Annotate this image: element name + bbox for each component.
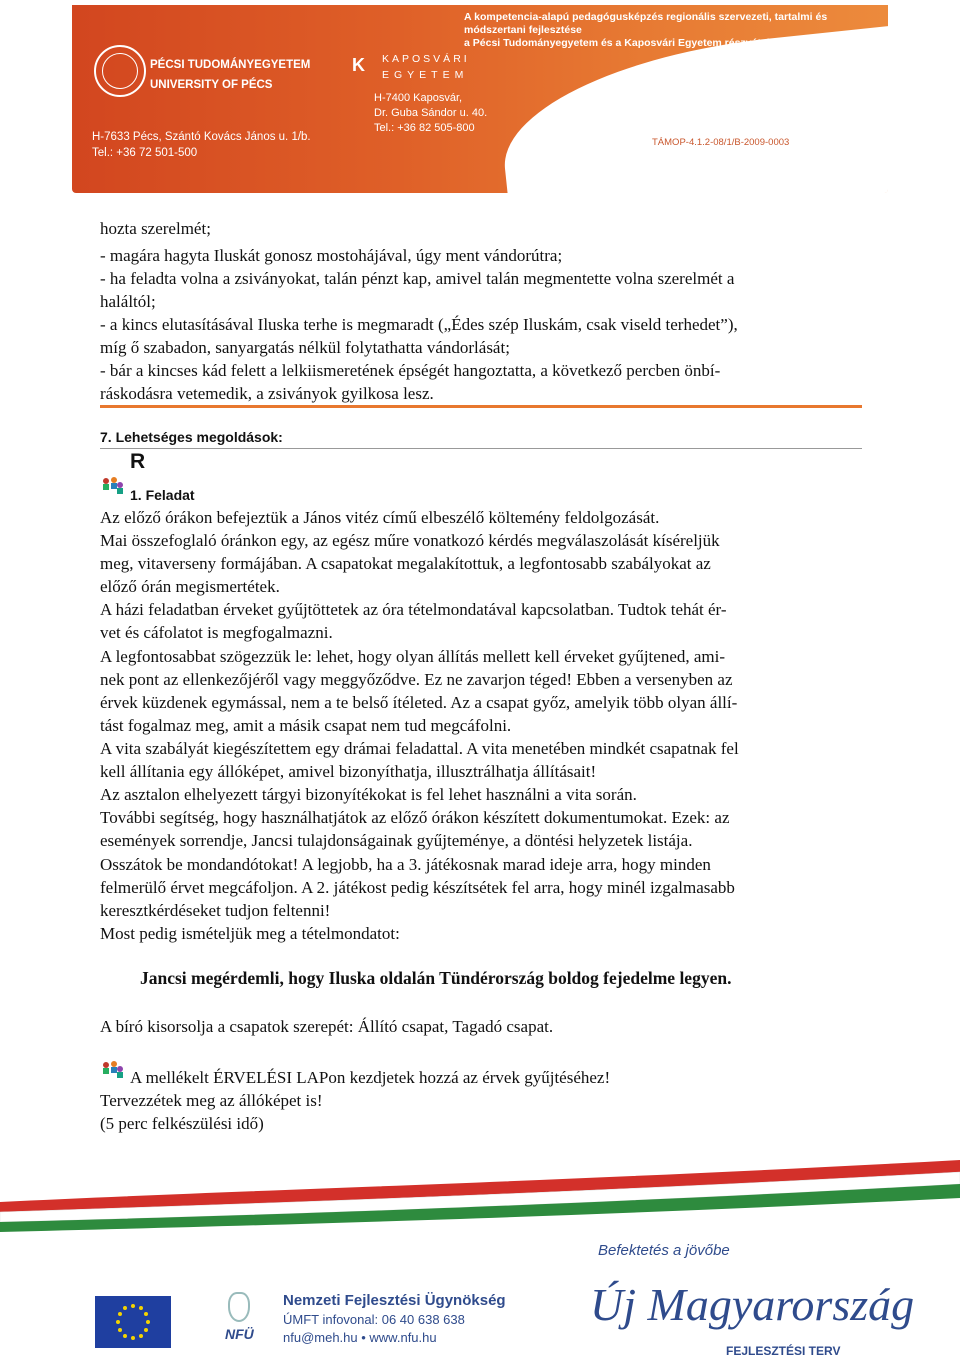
text-line: hozta szerelmét; (100, 219, 211, 238)
text-line: - bár a kincses kád felett a lelkiismeretének épségét hangoztatta, a következő percben önbí- (100, 361, 721, 380)
text-line: haláltól; (100, 292, 156, 311)
text-line: keresztkérdéseket tudjon feltenni! (100, 901, 331, 920)
task-heading: 1. Feladat (130, 487, 195, 503)
pte-address-line: H-7633 Pécs, Szántó Kovács János u. 1/b. (92, 131, 311, 143)
ke-address-line: H-7400 Kaposvár, (374, 92, 463, 104)
tamop-code: TÁMOP-4.1.2-08/1/B-2009-0003 (652, 137, 790, 148)
fejlesztesi-terv: FEJLESZTÉSI TERV (726, 1344, 841, 1358)
group-work-icon (100, 476, 126, 498)
pte-name: PÉCSI TUDOMÁNYEGYETEM (150, 59, 311, 71)
text-line: tást fogalmaz meg, amit a másik csapat nem tud megcáfolni. (100, 716, 512, 735)
ke-phone: Tel.: +36 82 505-800 (374, 122, 475, 134)
pte-phone: Tel.: +36 72 501-500 (92, 147, 198, 159)
text-line: A vita szabályát kiegészítettem egy drámai feladattal. A vita menetében mindkét csapatnak fel (100, 739, 739, 758)
text-line: - ha feladta volna a zsiványokat, talán pénzt kap, amivel talán megmentette volna szerelmét a (100, 269, 735, 288)
pte-address (92, 129, 311, 161)
project-title (464, 11, 888, 50)
section-heading: 7. Lehetséges megoldások: (100, 429, 283, 445)
flag-ribbon-icon (0, 1150, 960, 1240)
eu-flag-icon (95, 1296, 171, 1348)
text-line: érvek küzdenek egymással, nem a te belső ítéleted. Az a csapat győz, amelyik több olyan állí- (100, 693, 738, 712)
final-line: A mellékelt ÉRVELÉSI LAPon kezdjetek hozzá az érvek gyűjtéséhez! (130, 1068, 611, 1087)
nfu-title: Nemzeti Fejlesztési Ügynökség (283, 1292, 506, 1309)
text-line: További segítség, hogy használhatjátok az előző órákon készített dokumentumokat. Ezek: az (100, 808, 730, 827)
text-line: míg ő szabadon, sanyargatás nélkül folytathatta vándorlását; (100, 338, 510, 357)
final-line: Tervezzétek meg az állóképet is! (100, 1091, 323, 1110)
text-line: Mai összefoglaló óránkon egy, az egész műre vonatkozó kérdés megválaszolását kíséreljük (100, 531, 720, 550)
thin-divider (100, 448, 862, 449)
text-line: A házi feladatban érveket gyűjtöttetek az óra tételmondatával kapcsolatban. Tudtok tehát ér- (100, 600, 727, 619)
text-line: - magára hagyta Iluskát gonosz mostohájával, úgy ment vándorútra; (100, 246, 563, 265)
text-line: kell állítania egy állóképet, amivel bizonyíthatja, illusztrálhatja állításait! (100, 762, 597, 781)
university-seal-icon (94, 45, 146, 97)
project-title-line: a Pécsi Tudományegyetem és a Kaposvári Egyetem részvételével (464, 37, 791, 49)
nfu-short: NFÜ (225, 1326, 254, 1342)
nfu-emblem-icon (228, 1292, 250, 1322)
text-line: nek pont az ellenkezőjéről vagy meggyőződve. Ez ne zavarjon téged! Ebben a versenyben az (100, 670, 733, 689)
r-mark: R (130, 450, 146, 473)
text-line: Osszátok be mondandótokat! A legjobb, ha a 3. játékosnak marad ideje arra, hogy minden (100, 855, 711, 874)
text-line: események sorrendje, Jancsi tulajdonságainak gyűjteménye, a döntési helyzetek listája. (100, 831, 693, 850)
group-work-icon (100, 1060, 126, 1082)
text-line: A legfontosabbat szögezzük le: lehet, hogy olyan állítás mellett kell érveket gyűjtened, ami- (100, 647, 726, 666)
text-line: Az előző órákon befejeztük a János vitéz című elbeszélő költemény feldolgozását. (100, 508, 660, 527)
project-title-line: A kompetencia-alapú pedagógusképzés regionális szervezeti, tartalmi és módszertani fejlesztése (464, 11, 828, 36)
text-line: előző órán megismertétek. (100, 577, 280, 596)
text-line: meg, vitaverseny formájában. A csapatokat megalakítottuk, a legfontosabb szabályokat az (100, 554, 711, 573)
text-line: vet és cáfolatot is megfogalmazni. (100, 623, 333, 642)
text-line: ráskodásra vetemedik, a zsiványok gyilkosa lesz. (100, 384, 434, 403)
ke-name: KAPOSVÁRI (382, 53, 470, 65)
slogan: Befektetés a jövőbe (598, 1242, 730, 1259)
final-line: (5 perc felkészülési idő) (100, 1114, 264, 1133)
thesis-statement: Jancsi megérdemli, hogy Iluska oldalán Tündérország boldog fejedelme legyen. (140, 968, 732, 988)
text-line: - a kincs elutasításával Iluska terhe is megmaradt („Édes szép Iluskám, csak viseld terhedet”), (100, 315, 738, 334)
ke-address-line: Dr. Guba Sándor u. 40. (374, 107, 488, 119)
ke-address (374, 91, 487, 136)
nfu-contact: nfu@meh.hu • www.nfu.hu (283, 1330, 437, 1345)
text-line: felmerülő érvet megcáfoljon. A 2. játékost pedig készítsétek fel arra, hogy minél izgalmasabb (100, 878, 735, 897)
header-banner (72, 5, 888, 193)
ke-logo-icon: K (352, 55, 365, 75)
orange-divider (100, 405, 862, 408)
uj-magyarorszag-logo: Új Magyarország (590, 1279, 915, 1330)
ke-name-2: EGYETEM (382, 69, 469, 81)
pte-name-en: UNIVERSITY OF PÉCS (150, 79, 273, 91)
footer (0, 1150, 960, 1366)
judge-line: A bíró kisorsolja a csapatok szerepét: Állító csapat, Tagadó csapat. (100, 1017, 554, 1036)
text-line: Az asztalon elhelyezett tárgyi bizonyítékokat is fel lehet használni a vita során. (100, 785, 637, 804)
text-line: Most pedig ismételjük meg a tételmondatot: (100, 924, 400, 943)
nfu-phone: ÚMFT infovonal: 06 40 638 638 (283, 1312, 465, 1327)
